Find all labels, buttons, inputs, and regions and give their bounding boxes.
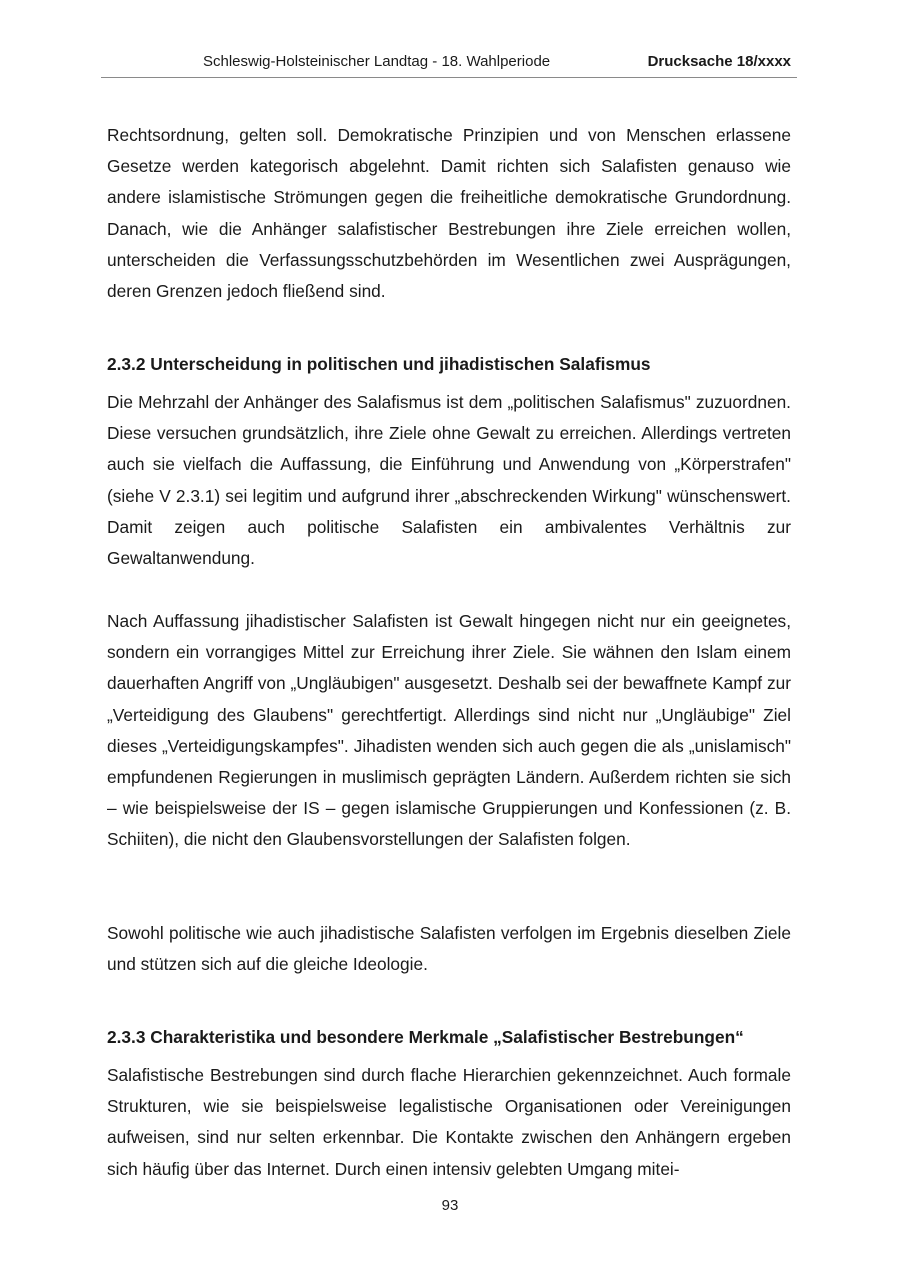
paragraph-political-salafism: Die Mehrzahl der Anhänger des Salafismus ist dem „politischen Salafismus" zuzuordnen. Diese versuchen grundsätzlich, ihre Ziele ohne Gewalt zu erreichen. Allerdings vertreten auch sie vielfach die Auffassung, die Einführung und Anwendung von „Körperstrafen" (siehe V 2.3.1) sei legitim und aufgrund ihrer „abschreckenden Wirkung" wünschenswert. Damit zeigen auch politische Salafisten ein ambivalentes Verhältnis zur Gewaltanwendung. — [107, 392, 791, 569]
header-title: Schleswig-Holsteinischer Landtag - 18. Wahlperiode — [203, 53, 551, 70]
paragraph-common-goals: Sowohl politische wie auch jihadistische Salafisten verfolgen im Ergebnis dieselben Ziele und stützen sich auf die gleiche Ideologie. — [107, 923, 791, 975]
section-heading-2-3-2: 2.3.2 Unterscheidung in politischen und jihadistischen Salafismus — [107, 354, 651, 374]
page-number: 93 — [441, 1197, 459, 1214]
header-doc-number: Drucksache 18/xxxx — [647, 53, 791, 70]
page-header — [101, 50, 797, 78]
paragraph-characteristics: Salafistische Bestrebungen sind durch flache Hierarchien gekennzeichnet. Auch formale Strukturen, wie sie beispielsweise legalistische Organisationen oder Vereinigungen aufweisen, sind nur selten erkennbar. Die Kontakte zwischen den Anhängern ergeben sich häufig über das Internet. Durch einen intensiv gelebten Umgang mitei- — [107, 1065, 791, 1179]
paragraph-intro: Rechtsordnung, gelten soll. Demokratische Prinzipien und von Menschen erlassene Gesetze werden kategorisch abgelehnt. Damit richten sich Salafisten genauso wie andere islamistische Strömungen gegen die freiheitliche demokratische Grundordnung. Danach, wie die Anhänger salafistischer Bestrebungen ihre Ziele erreichen wollen, unterscheiden die Verfassungsschutzbehörden im Wesentlichen zwei Ausprägungen, deren Grenzen jedoch fließend sind. — [107, 125, 791, 302]
section-heading-2-3-3: 2.3.3 Charakteristika und besondere Merkmale „Salafistischer Bestrebungen“ — [107, 1027, 744, 1047]
paragraph-jihadist-salafism: Nach Auffassung jihadistischer Salafisten ist Gewalt hingegen nicht nur ein geeignetes, sondern ein vorrangiges Mittel zur Erreichung ihrer Ziele. Sie wähnen den Islam einem dauerhaften Angriff von „Ungläubigen" ausgesetzt. Deshalb sei der bewaffnete Kampf zur „Verteidigung des Glaubens" gerechtfertigt. Allerdings sind nicht nur „Ungläubige" Ziel dieses „Verteidigungskampfes". Jihadisten wenden sich auch gegen die als „unislamisch" empfundenen Regierungen in muslimisch geprägten Ländern. Außerdem richten sie sich – wie beispielsweise der IS – gegen islamische Gruppierungen und Konfessionen (z. B. Schiiten), die nicht den Glaubensvorstellungen der Salafisten folgen. — [107, 611, 791, 850]
